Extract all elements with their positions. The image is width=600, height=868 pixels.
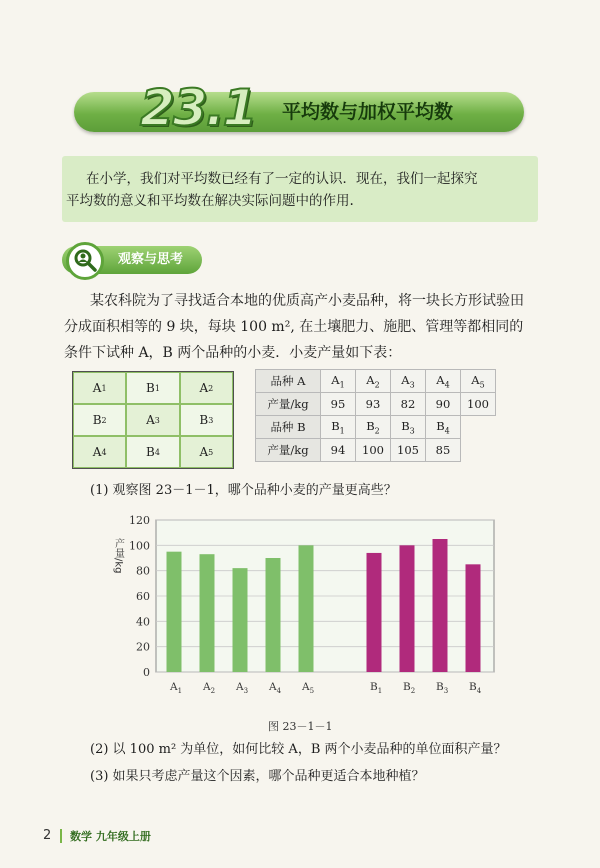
table-cell-a2: $A_2$ (356, 370, 391, 393)
table-cell-a1: $A_1$ (321, 370, 356, 393)
x-tick-label: $A_5$ (302, 681, 315, 695)
table-row (256, 416, 496, 439)
table-cell-b2: $B_2$ (356, 416, 391, 439)
field-plot: A 5 (180, 436, 233, 468)
bar (466, 564, 481, 672)
bar (167, 552, 182, 672)
y-tick-label: 60 (136, 590, 150, 603)
bar (266, 558, 281, 672)
table-header: 产量/kg (256, 393, 321, 416)
x-tick-label: $A_3$ (236, 681, 249, 695)
table-cell: 100 (356, 439, 391, 462)
y-axis-label: 产量/kg (112, 538, 124, 574)
field-plot: A 2 (180, 372, 233, 404)
x-tick-label: $B_1$ (370, 681, 383, 695)
bar (400, 545, 415, 672)
x-tick-label: $A_2$ (203, 681, 216, 695)
table-cell-a5: $A_5$ (461, 370, 496, 393)
bar (200, 554, 215, 672)
table-cell-a4: $A_4$ (426, 370, 461, 393)
x-tick-label: $B_4$ (469, 681, 482, 695)
table-header: 品种 A (256, 370, 321, 393)
body-line-3: 条件下试种 A，B 两个品种的小麦．小麦产量如下表： (64, 345, 402, 361)
field-plot: B 2 (73, 404, 126, 436)
table-cell-b1: $B_1$ (321, 416, 356, 439)
field-plot: A 1 (73, 372, 126, 404)
question-1: (1) 观察图 23－1－1，哪个品种小麦的产量更高些？ (90, 483, 397, 498)
table-header: 品种 B (256, 416, 321, 439)
section-number: 23.1 (140, 79, 256, 137)
y-tick-label: 100 (129, 539, 150, 553)
intro-line-1: 在小学，我们对平均数已经有了一定的认识．现在，我们一起探究 (86, 171, 478, 187)
observe-think-label: 观察与思考 (118, 252, 184, 267)
bar (233, 568, 248, 672)
table-cell: 94 (321, 439, 356, 462)
body-line-1: 某农科院为了寻找适合本地的优质高产小麦品种，将一块长方形试验田 (90, 293, 524, 309)
yield-bar-chart (104, 508, 504, 708)
table-cell: 90 (426, 393, 461, 416)
y-tick-label: 0 (143, 666, 150, 679)
field-plot: B 1 (126, 372, 179, 404)
table-cell: 93 (356, 393, 391, 416)
table-cell: 82 (391, 393, 426, 416)
table-row (256, 439, 496, 462)
body-line-2: 分成面积相等的 9 块，每块 100 m², 在土壤肥力、施肥、管理等都相同的 (64, 319, 524, 335)
question-2: (2) 以 100 m² 为单位，如何比较 A，B 两个小麦品种的单位面积产量？ (90, 742, 507, 757)
table-header: 产量/kg (256, 439, 321, 462)
footer-divider (60, 829, 62, 843)
bar (299, 545, 314, 672)
figure-caption: 图 23－1－1 (268, 720, 333, 733)
field-plot: B 3 (180, 404, 233, 436)
field-plot: A 4 (73, 436, 126, 468)
table-cell: 100 (461, 393, 496, 416)
x-tick-label: $A_1$ (170, 681, 183, 695)
table-cell-a3: $A_3$ (391, 370, 426, 393)
table-cell-b3: $B_3$ (391, 416, 426, 439)
x-tick-label: $B_2$ (403, 681, 416, 695)
magnifier-person-icon (66, 242, 104, 280)
bar (367, 553, 382, 672)
y-tick-label: 120 (129, 514, 150, 527)
yield-table (255, 369, 496, 462)
intro-line-2: 平均数的意义和平均数在解决实际问题中的作用. (66, 193, 354, 209)
y-tick-label: 40 (136, 615, 150, 629)
table-cell-empty (461, 416, 496, 439)
y-tick-label: 80 (136, 564, 150, 578)
table-cell: 105 (391, 439, 426, 462)
field-plot-grid (72, 371, 234, 469)
bar (433, 539, 448, 672)
section-title: 平均数与加权平均数 (282, 101, 454, 123)
field-plot: A 3 (126, 404, 179, 436)
table-cell: 85 (426, 439, 461, 462)
y-tick-label: 20 (136, 640, 150, 654)
book-title: 数学 九年级上册 (70, 830, 151, 843)
page-number: 2 (43, 828, 52, 843)
table-row (256, 370, 496, 393)
x-tick-label: $B_3$ (436, 681, 449, 695)
question-3: (3) 如果只考虑产量这个因素，哪个品种更适合本地种植？ (90, 769, 425, 784)
field-plot: B 4 (126, 436, 179, 468)
table-row (256, 393, 496, 416)
table-cell-empty (461, 439, 496, 462)
table-cell: 95 (321, 393, 356, 416)
x-tick-label: $A_4$ (269, 681, 282, 695)
table-cell-b4: $B_4$ (426, 416, 461, 439)
intro-box (62, 156, 538, 222)
